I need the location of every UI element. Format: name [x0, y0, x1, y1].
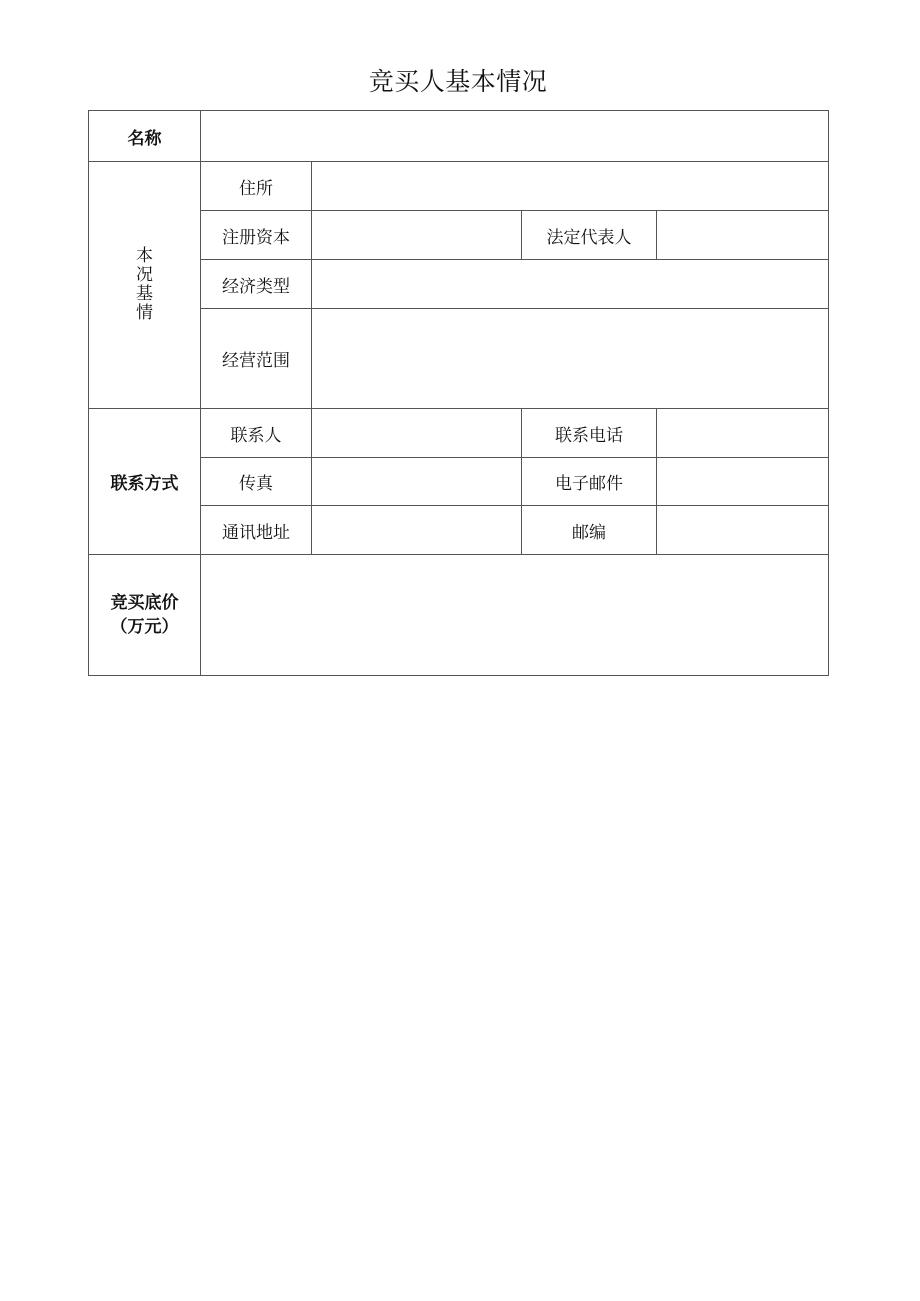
- economic-type-value-cell[interactable]: [312, 260, 829, 309]
- legal-representative-label: 法定代表人: [522, 211, 657, 260]
- basic-info-group-label: [89, 162, 201, 409]
- reserve-price-label-line1: 竞买底价: [110, 593, 179, 613]
- page-title: 竞买人基本情况: [368, 67, 548, 96]
- contact-group-label: 联系方式: [89, 409, 201, 555]
- fax-value-cell[interactable]: [312, 458, 522, 506]
- row-name: [89, 111, 829, 162]
- email-label: 电子邮件: [522, 458, 657, 506]
- mailing-address-label: 通讯地址: [201, 506, 312, 555]
- business-scope-value-cell[interactable]: [312, 309, 829, 409]
- fax-label: 传真: [201, 458, 312, 506]
- reserve-price-label-line2: （万元）: [110, 617, 179, 637]
- phone-label: 联系电话: [522, 409, 657, 458]
- mailing-address-value-cell[interactable]: [312, 506, 522, 555]
- registered-capital-label: 注册资本: [201, 211, 312, 260]
- row-address: [89, 162, 829, 211]
- legal-representative-value-cell[interactable]: [657, 211, 829, 260]
- economic-type-label: 经济类型: [201, 260, 312, 309]
- name-value-cell[interactable]: [201, 111, 829, 162]
- registered-capital-value-cell[interactable]: [312, 211, 522, 260]
- basic-info-label: 本况基情: [136, 246, 153, 323]
- reserve-price-value-cell[interactable]: [201, 555, 829, 676]
- row-contact-person: [89, 409, 829, 458]
- email-value-cell[interactable]: [657, 458, 829, 506]
- address-value-cell[interactable]: [312, 162, 829, 211]
- postcode-value-cell[interactable]: [657, 506, 829, 555]
- address-label: 住所: [201, 162, 312, 211]
- contact-person-label: 联系人: [201, 409, 312, 458]
- bidder-info-table: [88, 110, 829, 676]
- row-reserve-price: [89, 555, 829, 676]
- reserve-price-label: [89, 555, 201, 676]
- phone-value-cell[interactable]: [657, 409, 829, 458]
- name-label: 名称: [89, 111, 201, 162]
- postcode-label: 邮编: [522, 506, 657, 555]
- contact-person-value-cell[interactable]: [312, 409, 522, 458]
- business-scope-label: 经营范围: [201, 309, 312, 409]
